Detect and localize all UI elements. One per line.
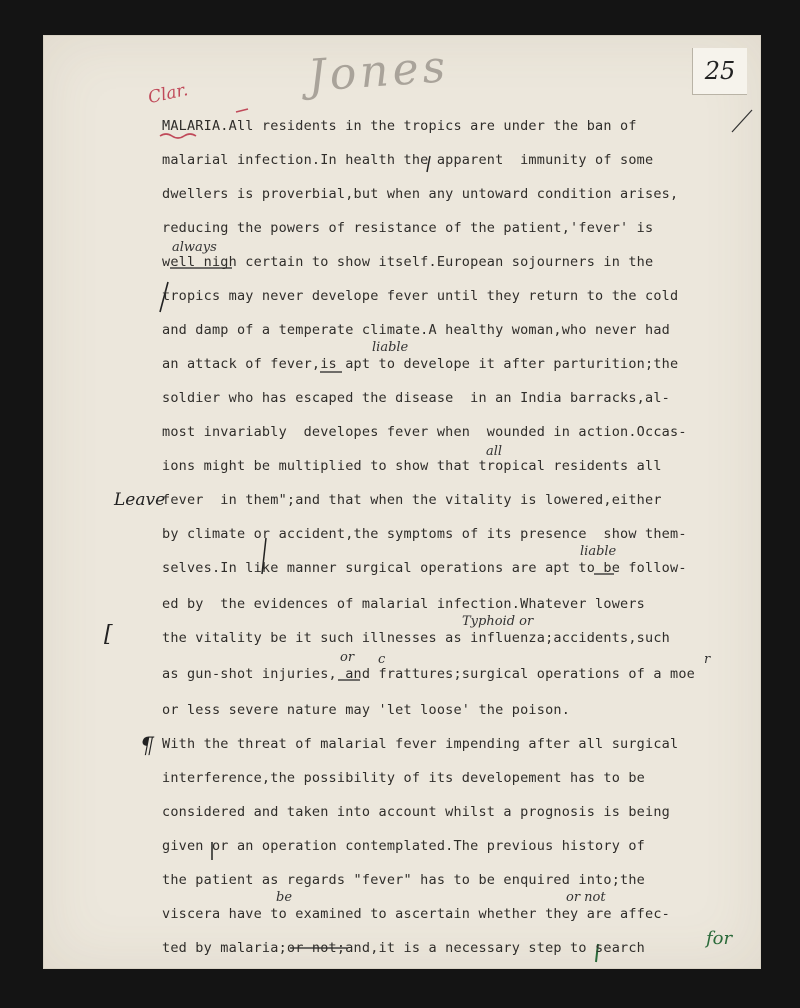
text-line: ed by the evidences of malarial infection.Whatever lowers	[162, 596, 646, 612]
insertion-typhoid-or: Typhoid or	[462, 614, 534, 629]
margin-paragraph-mark: ¶	[140, 734, 154, 759]
text-line: well nigh certain to show itself.European sojourners in the	[162, 254, 654, 270]
insertion-c: c	[378, 652, 386, 667]
insertion-liable: liable	[372, 340, 409, 355]
text-line: ions might be multiplied to show that tropical residents all	[162, 458, 662, 474]
insertion-be: be	[276, 890, 293, 905]
margin-note-leave: Leave	[114, 490, 166, 510]
handwritten-header: Jones	[306, 41, 451, 102]
text-line: reducing the powers of resistance of the patient,'fever' is	[162, 220, 654, 236]
text-line: interference,the possibility of its developement has to be	[162, 770, 646, 786]
text-line: selves.In like manner surgical operations are apt to be follow-	[162, 560, 687, 576]
text-line: malarial infection.In health the apparent immunity of some	[162, 152, 654, 168]
text-line: soldier who has escaped the disease in an India barracks,al-	[162, 390, 670, 406]
text-line: the patient as regards "fever" has to be enquired into;the	[162, 872, 646, 888]
text-line: or less severe nature may 'let loose' the poison.	[162, 702, 571, 718]
insertion-or-not: or not	[566, 890, 606, 905]
text-line: With the threat of malarial fever impending after all surgical	[162, 736, 679, 752]
margin-bracket-mark: [	[104, 622, 113, 647]
insertion-or: or	[340, 650, 355, 665]
insertion-always: always	[172, 240, 217, 255]
text-line: fever in them";and that when the vitality is lowered,either	[162, 492, 662, 508]
text-line: dwellers is proverbial,but when any untoward condition arises,	[162, 186, 679, 202]
insertion-all: all	[486, 444, 503, 459]
text-line: ted by malaria;or not;and,it is a necessary step to search	[162, 940, 646, 956]
text-line: by climate or accident,the symptoms of its presence show them-	[162, 526, 687, 542]
text-line: viscera have to examined to ascertain whether they are affec-	[162, 906, 670, 922]
handwritten-red-note: Clar.	[146, 80, 190, 108]
text-line: MALARIA.All residents in the tropics are under the ban of	[162, 118, 637, 134]
margin-note-for: for	[706, 928, 733, 949]
insertion-liable: liable	[580, 544, 617, 559]
insertion-r: r	[704, 652, 711, 667]
text-line: as gun-shot injuries, and frattures;surgical operations of a moe	[162, 666, 695, 682]
text-line: given or an operation contemplated.The previous history of	[162, 838, 646, 854]
text-line: most invariably developes fever when wounded in action.Occas-	[162, 424, 687, 440]
text-line: considered and taken into account whilst a prognosis is being	[162, 804, 670, 820]
page-number: 25	[692, 48, 747, 95]
text-line: the vitality be it such illnesses as influenza;accidents,such	[162, 630, 670, 646]
text-line: and damp of a temperate climate.A healthy woman,who never had	[162, 322, 670, 338]
text-line: an attack of fever,is apt to develope it after parturition;the	[162, 356, 679, 372]
text-line: tropics may never develope fever until they return to the cold	[162, 288, 679, 304]
